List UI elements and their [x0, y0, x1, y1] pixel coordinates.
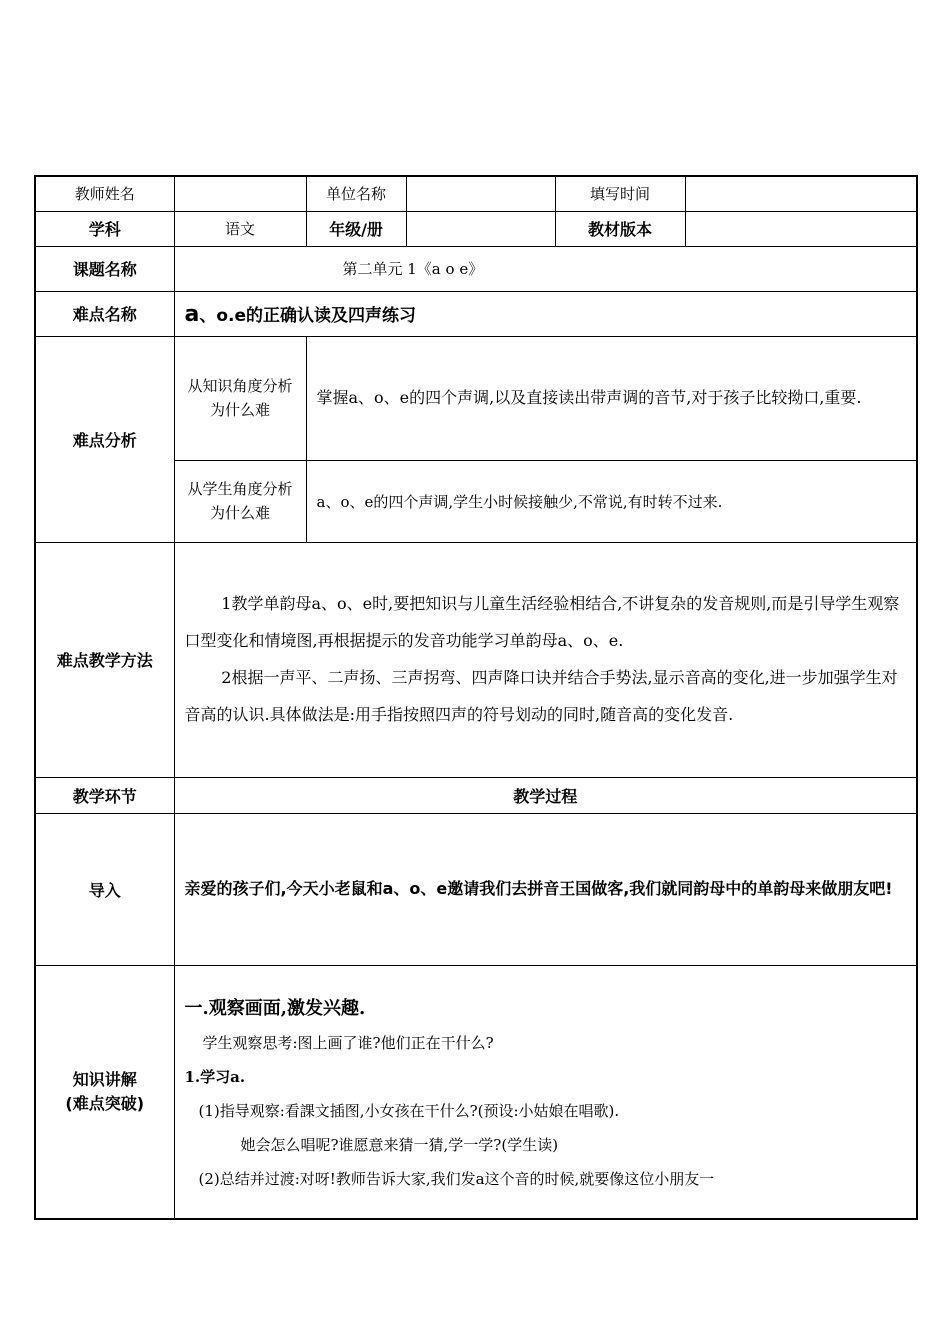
- knowledge-line-5: (2)总结并过渡:对呀!教师告诉大家,我们发a这个音的时候,就要像这位小朋友一: [198, 1169, 715, 1188]
- difficulty-name-value: [174, 291, 917, 336]
- fill-time-value[interactable]: [685, 176, 917, 211]
- knowledge-line-4: 她会怎么唱呢?谁愿意来猜一猜,学一学?(学生读): [240, 1135, 559, 1154]
- teaching-process-label: 教学过程: [174, 777, 917, 813]
- knowledge-line-3: (1)指导观察:看課文插图,小女孩在干什么?(预设:小姑娘在唱歌).: [198, 1101, 620, 1120]
- fill-time-label: 填写时间: [555, 176, 685, 211]
- difficulty-name-text: 、o.e的正确认读及四声练习: [199, 305, 417, 326]
- intro-label: 导入: [35, 813, 174, 965]
- teacher-name-label: 教师姓名: [35, 176, 174, 211]
- teaching-stage-label: 教学环节: [35, 777, 174, 813]
- knowledge-heading: 一.观察画面,激发兴趣.: [184, 997, 366, 1019]
- knowledge-angle-text: 掌握a、o、e的四个声调,以及直接读出带声调的音节,对于孩子比较拗口,重要.: [306, 336, 917, 460]
- textbook-value[interactable]: [685, 211, 917, 246]
- student-angle-label-text: 从学生角度分析为什么难: [187, 480, 293, 522]
- knowledge-angle-label: [174, 336, 306, 460]
- student-angle-text: a、o、e的四个声调,学生小时候接触少,不常说,有时转不过来.: [306, 460, 917, 542]
- difficulty-name-row: [35, 291, 917, 336]
- grade-value[interactable]: [406, 211, 555, 246]
- process-header-row: [35, 777, 917, 813]
- knowledge-label-line-2: (难点突破): [65, 1093, 145, 1113]
- analysis-row-1: [35, 336, 917, 460]
- intro-text: 亲爱的孩子们,今天小老鼠和a、o、e邀请我们去拼音王国做客,我们就同韵母中的单韵母来做朋友吧!: [174, 813, 917, 965]
- grade-label: 年级/册: [306, 211, 406, 246]
- lesson-plan-table: [34, 175, 918, 1220]
- difficulty-analysis-label: 难点分析: [35, 336, 174, 542]
- intro-row: [35, 813, 917, 965]
- method-row: [35, 542, 917, 777]
- teaching-method-paragraph-2: 2根据一声平、二声扬、三声拐弯、四声降口诀并结合手势法,显示音高的变化,进一步加强学生对音高的认识.具体做法是:用手指按照四声的符号划动的同时,随音高的变化发音.: [184, 667, 898, 724]
- knowledge-line-1: 学生观察思考:图上画了谁?他们正在干什么?: [202, 1033, 494, 1052]
- difficulty-name-big-letter: a: [184, 301, 200, 327]
- difficulty-name-label: 难点名称: [35, 291, 174, 336]
- knowledge-angle-label-text: 从知识角度分析为什么难: [187, 377, 293, 419]
- unit-name-label: 单位名称: [306, 176, 406, 211]
- teaching-method-paragraph-1: 1教学单韵母a、o、e时,要把知识与儿童生活经验相结合,不讲复杂的发音规则,而是引导学生观察口型变化和情境图,再根据提示的发音功能学习单韵母a、o、e.: [184, 593, 900, 650]
- teaching-method-content: [174, 542, 917, 777]
- lesson-title-value: 第二单元 1《a o e》: [174, 246, 917, 291]
- student-angle-label: [174, 460, 306, 542]
- knowledge-line-2: 1.学习a.: [184, 1067, 246, 1086]
- subject-label: 学科: [35, 211, 174, 246]
- lesson-title-label: 课题名称: [35, 246, 174, 291]
- knowledge-row: [35, 965, 917, 1219]
- header-row-1: [35, 176, 917, 211]
- knowledge-label: [35, 965, 174, 1219]
- teaching-method-label: 难点教学方法: [35, 542, 174, 777]
- teacher-name-value[interactable]: [174, 176, 306, 211]
- header-row-2: [35, 211, 917, 246]
- knowledge-content: [174, 965, 917, 1219]
- lesson-title-row: [35, 246, 917, 291]
- subject-value: 语文: [174, 211, 306, 246]
- knowledge-label-line-1: 知识讲解: [72, 1069, 137, 1089]
- textbook-label: 教材版本: [555, 211, 685, 246]
- unit-name-value[interactable]: [406, 176, 555, 211]
